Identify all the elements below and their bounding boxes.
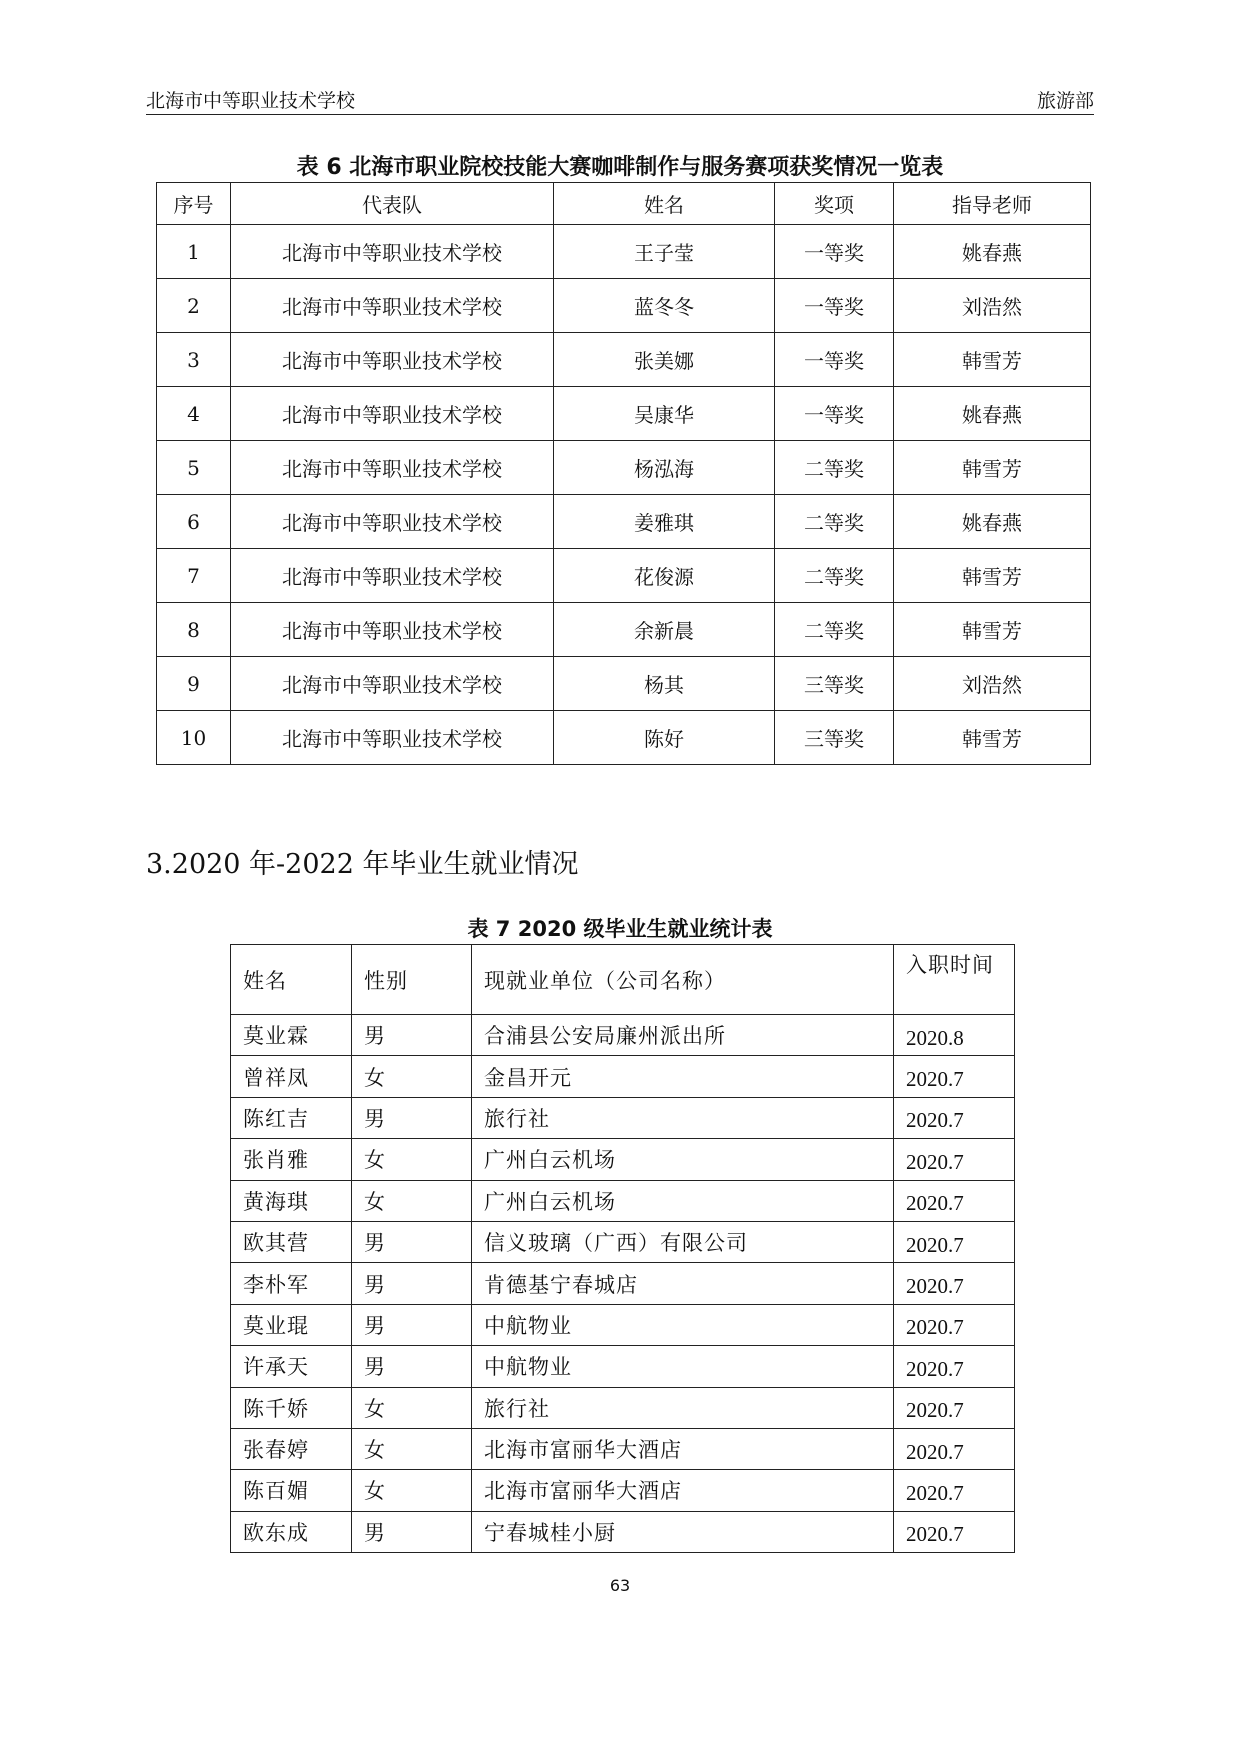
table6-caption: 表 6 北海市职业院校技能大赛咖啡制作与服务赛项获奖情况一览表 [296,155,944,180]
table-row [157,657,1091,711]
table-cell: 韩雪芳 [894,441,1091,495]
table-cell: 莫业霖 [231,1015,352,1056]
table-cell: 姚春燕 [894,387,1091,441]
column-header: 代表队 [231,183,554,225]
column-header: 现就业单位（公司名称） [472,945,894,1015]
table-cell: 王子莹 [554,225,775,279]
table-row [231,1139,1015,1180]
table-cell: 莫业琨 [231,1304,352,1345]
table-cell: 女 [352,1180,472,1221]
table-row [157,711,1091,765]
table-cell: 5 [157,441,231,495]
column-header: 姓名 [231,945,352,1015]
table-cell: 陈百媚 [231,1470,352,1511]
table-cell: 刘浩然 [894,279,1091,333]
table-row [231,1387,1015,1428]
table-cell: 女 [352,1428,472,1469]
table-cell: 杨其 [554,657,775,711]
header-divider [146,114,1094,115]
table-row [231,1221,1015,1262]
table-cell: 2020.7 [894,1346,1015,1387]
table-cell: 男 [352,1015,472,1056]
page-header-department: 旅游部 [1036,90,1094,112]
table-cell: 二等奖 [775,549,894,603]
table-cell: 3 [157,333,231,387]
table-row [157,279,1091,333]
table-cell: 黄海琪 [231,1180,352,1221]
table-cell: 北海市中等职业技术学校 [231,279,554,333]
table-cell: 姚春燕 [894,495,1091,549]
table-row [231,1263,1015,1304]
table-cell: 广州白云机场 [472,1180,894,1221]
table-cell: 张春婷 [231,1428,352,1469]
table-row [231,1180,1015,1221]
table-row [157,333,1091,387]
table-cell: 金昌开元 [472,1056,894,1097]
column-header: 姓名 [554,183,775,225]
table-row [231,1428,1015,1469]
table-row [231,1346,1015,1387]
table-row [157,549,1091,603]
table-cell: 陈好 [554,711,775,765]
table-cell: 2020.7 [894,1428,1015,1469]
table-cell: 二等奖 [775,603,894,657]
table-cell: 6 [157,495,231,549]
table-cell: 一等奖 [775,225,894,279]
table-cell: 北海市中等职业技术学校 [231,495,554,549]
table-cell: 李朴军 [231,1263,352,1304]
table-cell: 姜雅琪 [554,495,775,549]
table-cell: 北海市中等职业技术学校 [231,225,554,279]
table-cell: 2 [157,279,231,333]
table-cell: 宁春城桂小厨 [472,1511,894,1552]
table-cell: 一等奖 [775,333,894,387]
column-header: 奖项 [775,183,894,225]
table-cell: 蓝冬冬 [554,279,775,333]
table-cell: 9 [157,657,231,711]
table-cell: 姚春燕 [894,225,1091,279]
table-cell: 许承天 [231,1346,352,1387]
table-cell: 合浦县公安局廉州派出所 [472,1015,894,1056]
table-cell: 4 [157,387,231,441]
table-cell: 二等奖 [775,441,894,495]
column-header: 入职时间 [894,945,1015,1015]
column-header: 指导老师 [894,183,1091,225]
table-cell: 广州白云机场 [472,1139,894,1180]
table-cell: 韩雪芳 [894,549,1091,603]
table-header-row [231,945,1015,1015]
table-cell: 7 [157,549,231,603]
table-row [231,1470,1015,1511]
table-cell: 北海市中等职业技术学校 [231,657,554,711]
table-cell: 陈千娇 [231,1387,352,1428]
table-cell: 三等奖 [775,711,894,765]
page-header-school: 北海市中等职业技术学校 [146,90,356,112]
table-row [157,225,1091,279]
table-cell: 2020.7 [894,1304,1015,1345]
table-cell: 女 [352,1056,472,1097]
table-cell: 2020.8 [894,1015,1015,1056]
table-cell: 二等奖 [775,495,894,549]
table-row [157,441,1091,495]
table7-caption: 表 7 2020 级毕业生就业统计表 [467,917,773,941]
table-cell: 吴康华 [554,387,775,441]
table-row [231,1097,1015,1138]
table-cell: 男 [352,1263,472,1304]
table-cell: 北海市中等职业技术学校 [231,603,554,657]
table-cell: 韩雪芳 [894,333,1091,387]
table-cell: 女 [352,1139,472,1180]
table-row [231,1015,1015,1056]
table-cell: 2020.7 [894,1387,1015,1428]
table-cell: 欧其营 [231,1221,352,1262]
table-cell: 1 [157,225,231,279]
table-cell: 杨泓海 [554,441,775,495]
table-cell: 花俊源 [554,549,775,603]
table-cell: 2020.7 [894,1221,1015,1262]
table-cell: 韩雪芳 [894,603,1091,657]
table-cell: 北海市中等职业技术学校 [231,711,554,765]
table-cell: 2020.7 [894,1180,1015,1221]
table-header-row [157,183,1091,225]
table-cell: 张肖雅 [231,1139,352,1180]
table-cell: 中航物业 [472,1346,894,1387]
table-cell: 刘浩然 [894,657,1091,711]
table-cell: 中航物业 [472,1304,894,1345]
column-header: 序号 [157,183,231,225]
table-cell: 信义玻璃（广西）有限公司 [472,1221,894,1262]
table-row [157,387,1091,441]
table-cell: 陈红吉 [231,1097,352,1138]
section-heading: 3.2020 年-2022 年毕业生就业情况 [146,849,579,880]
table-cell: 男 [352,1511,472,1552]
table-cell: 曾祥凤 [231,1056,352,1097]
table-cell: 北海市中等职业技术学校 [231,441,554,495]
table-cell: 三等奖 [775,657,894,711]
table-cell: 韩雪芳 [894,711,1091,765]
table-cell: 女 [352,1470,472,1511]
table-cell: 女 [352,1387,472,1428]
table-cell: 2020.7 [894,1056,1015,1097]
table-cell: 一等奖 [775,387,894,441]
table-cell: 10 [157,711,231,765]
table-row [231,1056,1015,1097]
table-cell: 张美娜 [554,333,775,387]
table-cell: 男 [352,1221,472,1262]
table-row [231,1511,1015,1552]
table-cell: 北海市富丽华大酒店 [472,1470,894,1511]
table-cell: 8 [157,603,231,657]
table-cell: 2020.7 [894,1139,1015,1180]
table-cell: 北海市富丽华大酒店 [472,1428,894,1469]
table-cell: 北海市中等职业技术学校 [231,387,554,441]
table-cell: 北海市中等职业技术学校 [231,333,554,387]
table-cell: 北海市中等职业技术学校 [231,549,554,603]
table-cell: 2020.7 [894,1097,1015,1138]
table-cell: 旅行社 [472,1387,894,1428]
table-cell: 2020.7 [894,1511,1015,1552]
table-cell: 男 [352,1304,472,1345]
table-row [231,1304,1015,1345]
award-table [156,182,1091,765]
column-header: 性别 [352,945,472,1015]
table-cell: 2020.7 [894,1263,1015,1304]
table-row [157,603,1091,657]
table-cell: 男 [352,1097,472,1138]
table-cell: 男 [352,1346,472,1387]
table-cell: 余新晨 [554,603,775,657]
employment-table [230,944,1015,1553]
table-cell: 欧东成 [231,1511,352,1552]
table-cell: 肯德基宁春城店 [472,1263,894,1304]
page-number: 63 [609,1576,631,1595]
table-cell: 2020.7 [894,1470,1015,1511]
table-cell: 一等奖 [775,279,894,333]
table-row [157,495,1091,549]
table-cell: 旅行社 [472,1097,894,1138]
